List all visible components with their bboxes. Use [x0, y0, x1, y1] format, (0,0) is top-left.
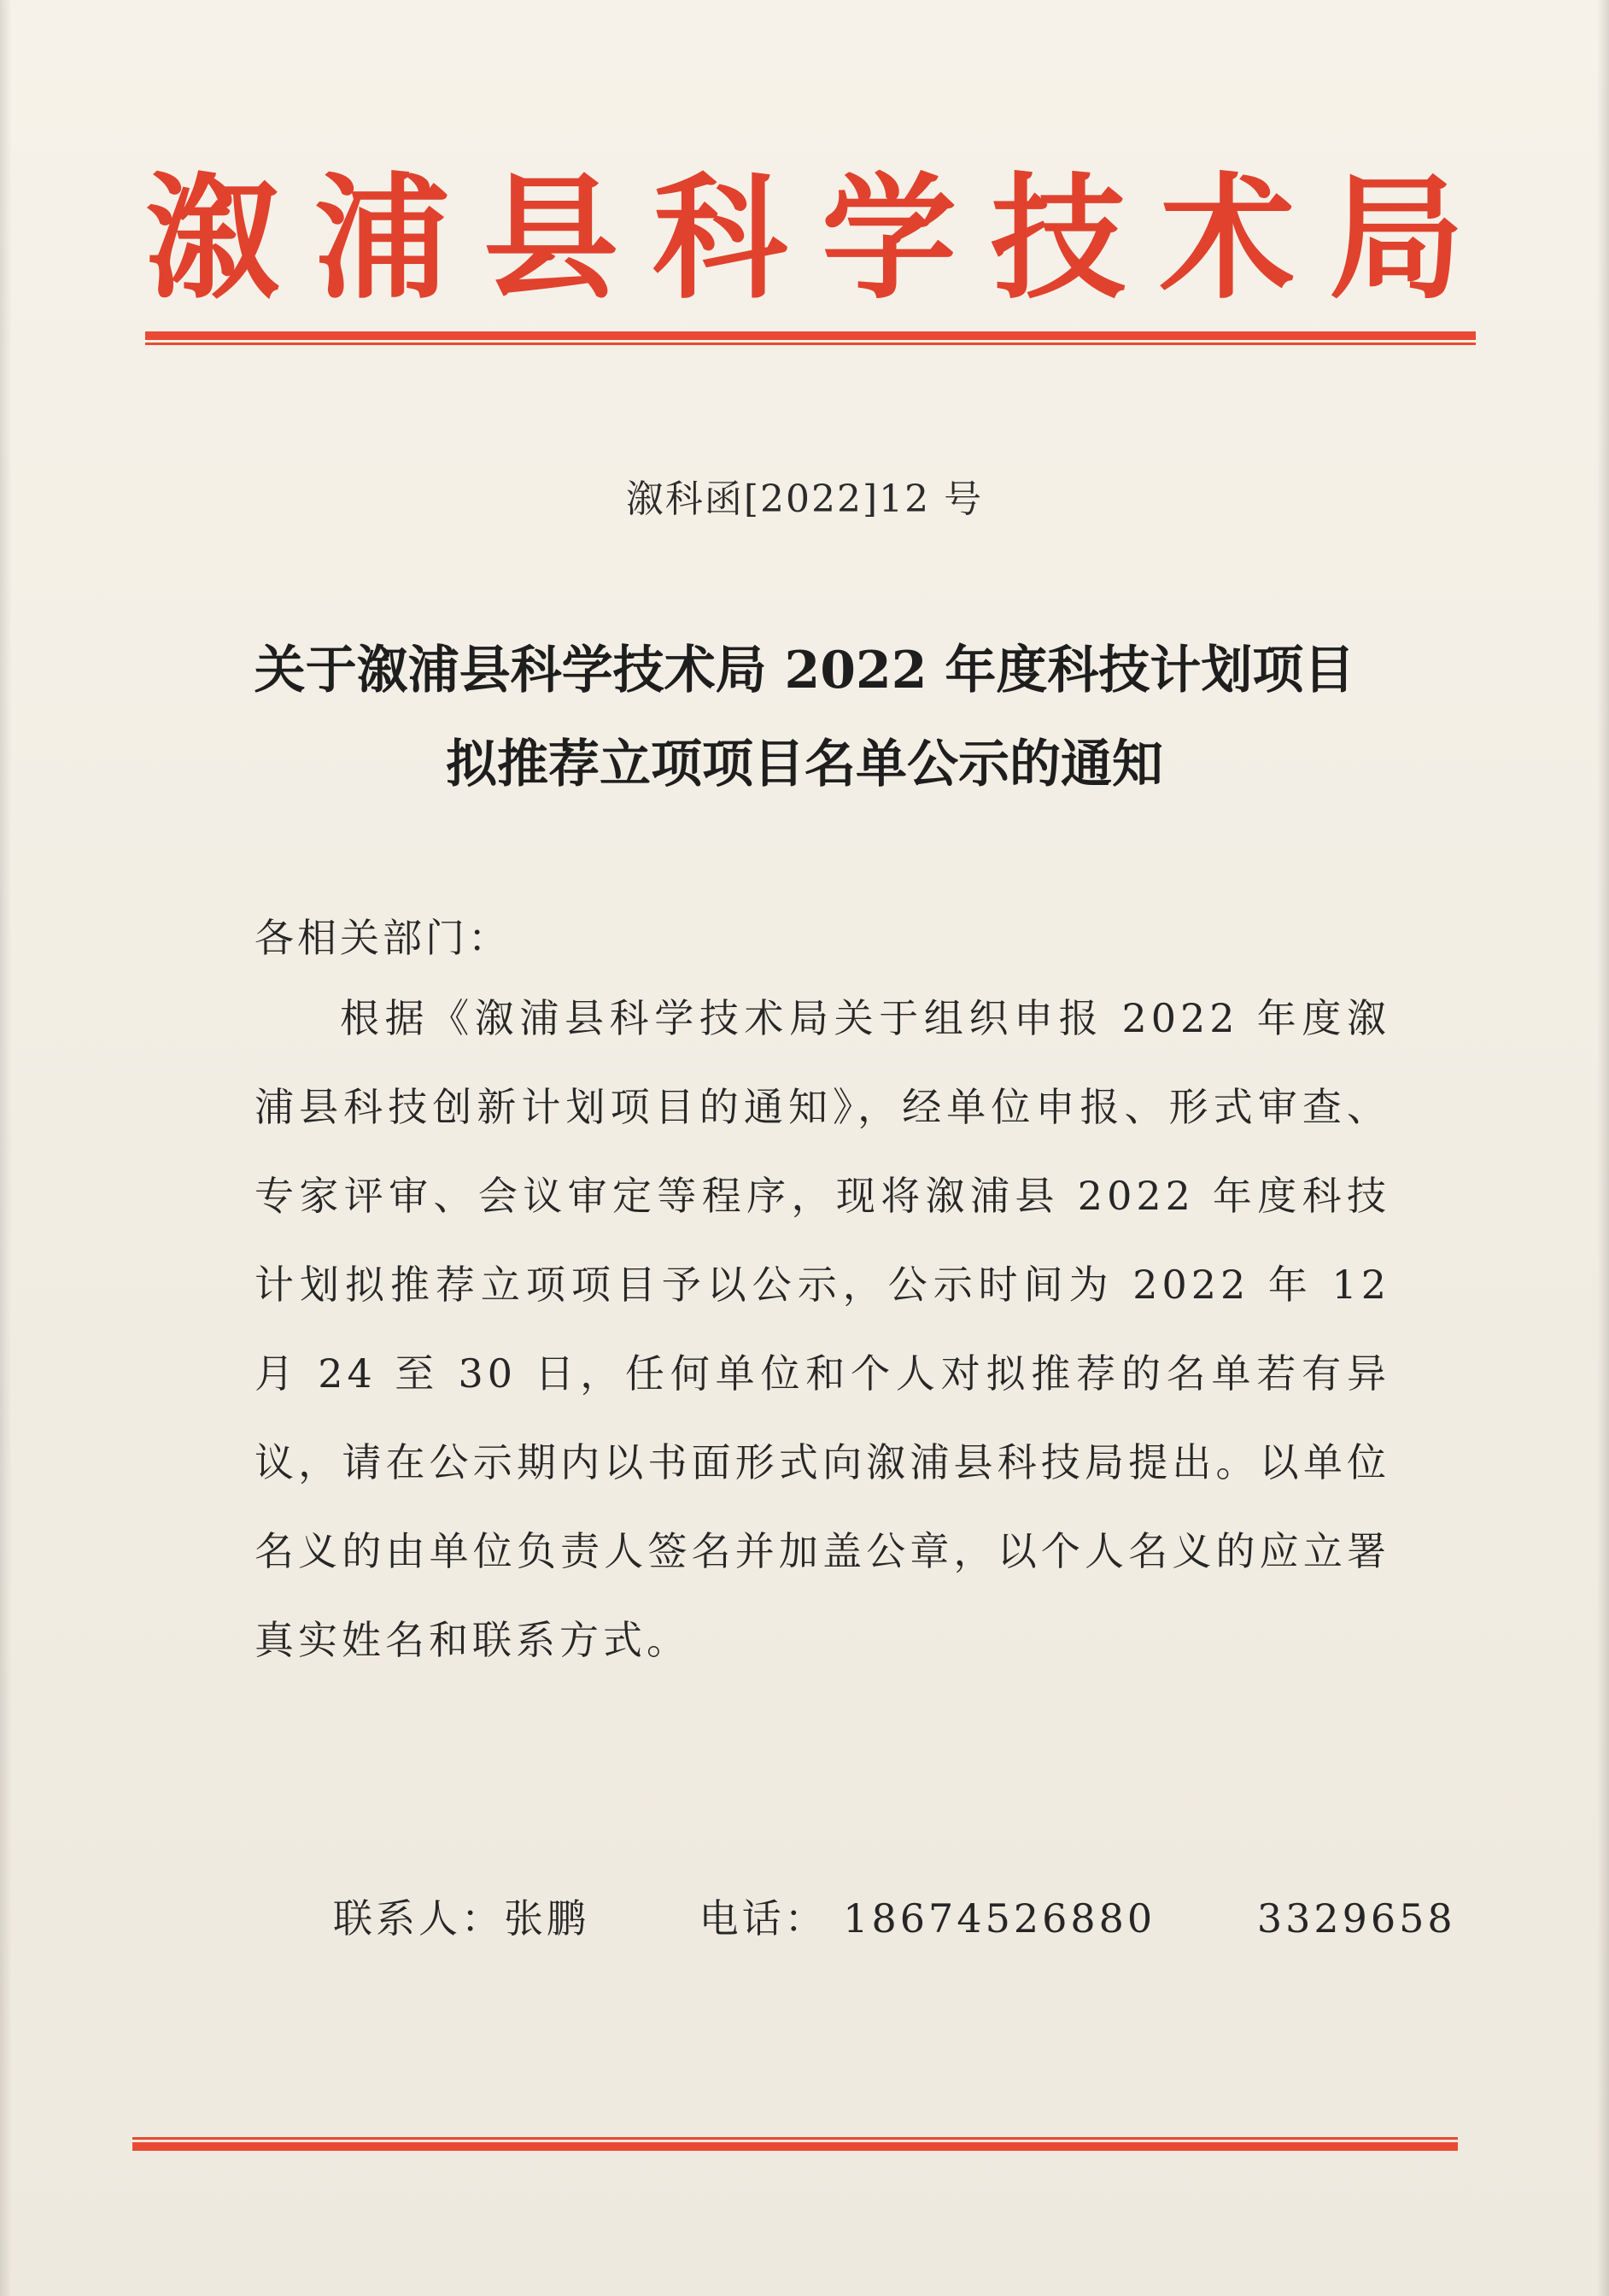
letterhead-divider-thin: [145, 343, 1476, 345]
body-paragraph: 根据《溆浦县科学技术局关于组织申报 2022 年度溆浦县科技创新计划项目的通知》，经单位申报、形式审查、专家评审、会议审定等程序，现将溆浦县 2022 年度科技计划拟推荐立项项目予以公示，公示时间为 2022 年 12 月 24 至 30 日，任何单位和个人对拟推荐的名单若有异议，请在公示期内以书面形式向溆浦县科技局提出。以单位名义的由单位负责人签名并加盖公章，以个人名义的应立署真实姓名和联系方式。: [255, 995, 1390, 1663]
letterhead-org-name: 溆浦县科学技术局: [145, 161, 1498, 318]
page-edge-shadow-left: [0, 0, 12, 2296]
notice-title: [171, 624, 1438, 811]
contact-line: [333, 1888, 1456, 1944]
notice-title-line-2: 拟推荐立项项目名单公示的通知: [446, 735, 1163, 794]
letterhead-divider-thick: [145, 331, 1476, 340]
footer-divider-thin: [132, 2137, 1458, 2140]
document-number: 溆科函[2022]12 号: [625, 477, 984, 521]
contact-phone-mobile: 18674526880: [843, 1895, 1156, 1942]
notice-title-line-1: 关于溆浦县科学技术局 2022 年度科技计划项目: [254, 641, 1355, 700]
contact-phone-landline: 3329658: [1256, 1895, 1456, 1942]
contact-person: 联系人：张鹏: [333, 1895, 589, 1942]
page-edge-shadow-right: [1597, 0, 1609, 2296]
salutation: 各相关部门：: [255, 915, 511, 961]
letterhead-divider: [145, 331, 1476, 345]
footer-divider-thick: [132, 2142, 1458, 2151]
contact-phone-label: 电话：: [699, 1895, 828, 1942]
footer-divider: [132, 2137, 1458, 2152]
